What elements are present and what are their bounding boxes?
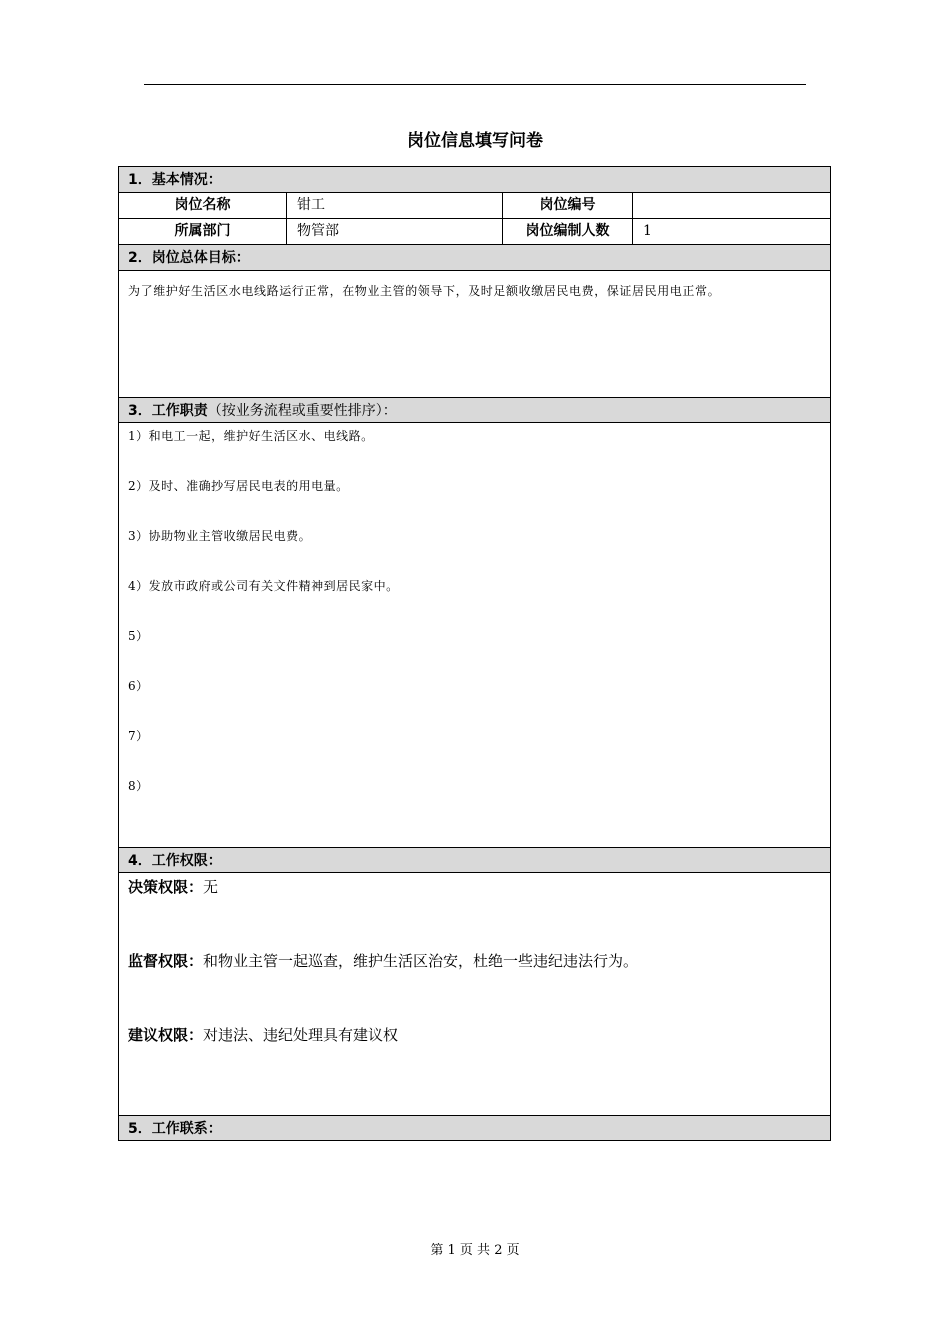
questionnaire-form	[118, 166, 831, 1141]
section-relations-header: 5．工作联系：	[119, 1115, 830, 1140]
duty-item: 8）	[128, 779, 149, 793]
decision-authority-value: 无	[203, 878, 219, 896]
suggestion-authority	[128, 1024, 398, 1045]
department-value: 物管部	[286, 219, 502, 244]
section-basic-header: 1．基本情况：	[119, 167, 830, 193]
supervision-authority	[128, 950, 638, 971]
duties-header-note: （按业务流程或重要性排序）：	[207, 403, 397, 419]
duty-item: 6）	[128, 679, 149, 693]
section-duties-header	[119, 397, 830, 423]
position-code-value	[632, 193, 830, 218]
supervision-authority-label: 监督权限：	[128, 952, 204, 970]
duty-item: 3）协助物业主管收缴居民电费。	[128, 529, 312, 543]
header-rule	[144, 84, 806, 85]
info-row-1	[119, 193, 830, 219]
position-name-label: 岗位名称	[174, 197, 231, 213]
decision-authority	[128, 876, 218, 897]
page-title: 岗位信息填写问卷	[407, 131, 543, 151]
position-code-label: 岗位编号	[502, 193, 632, 218]
headcount-value: 1	[632, 219, 830, 244]
decision-authority-label: 决策权限：	[128, 878, 204, 896]
page-footer: 第 1 页 共 2 页	[430, 1243, 520, 1258]
duty-item: 7）	[128, 729, 149, 743]
goal-text: 为了维护好生活区水电线路运行正常，在物业主管的领导下，及时足额收缴居民电费，保证居民用电正常。	[128, 284, 721, 298]
section-authority-header: 4．工作权限：	[119, 847, 830, 873]
duty-item: 1）和电工一起，维护好生活区水、电线路。	[128, 429, 374, 443]
suggestion-authority-label: 建议权限：	[128, 1026, 204, 1044]
supervision-authority-value: 和物业主管一起巡查，维护生活区治安，杜绝一些违纪违法行为。	[203, 952, 639, 970]
position-name-value: 钳工	[286, 193, 502, 218]
duty-item: 2）及时、准确抄写居民电表的用电量。	[128, 479, 349, 493]
headcount-label: 岗位编制人数	[502, 219, 632, 244]
duty-item: 4）发放市政府或公司有关文件精神到居民家中。	[128, 579, 399, 593]
info-row-2	[119, 219, 830, 245]
suggestion-authority-value: 对违法、违纪处理具有建议权	[203, 1026, 399, 1044]
duties-header-title: 3．工作职责	[128, 403, 208, 419]
department-label: 所属部门	[174, 223, 231, 239]
section-goal-header: 2．岗位总体目标：	[119, 245, 830, 271]
duty-item: 5）	[128, 629, 149, 643]
